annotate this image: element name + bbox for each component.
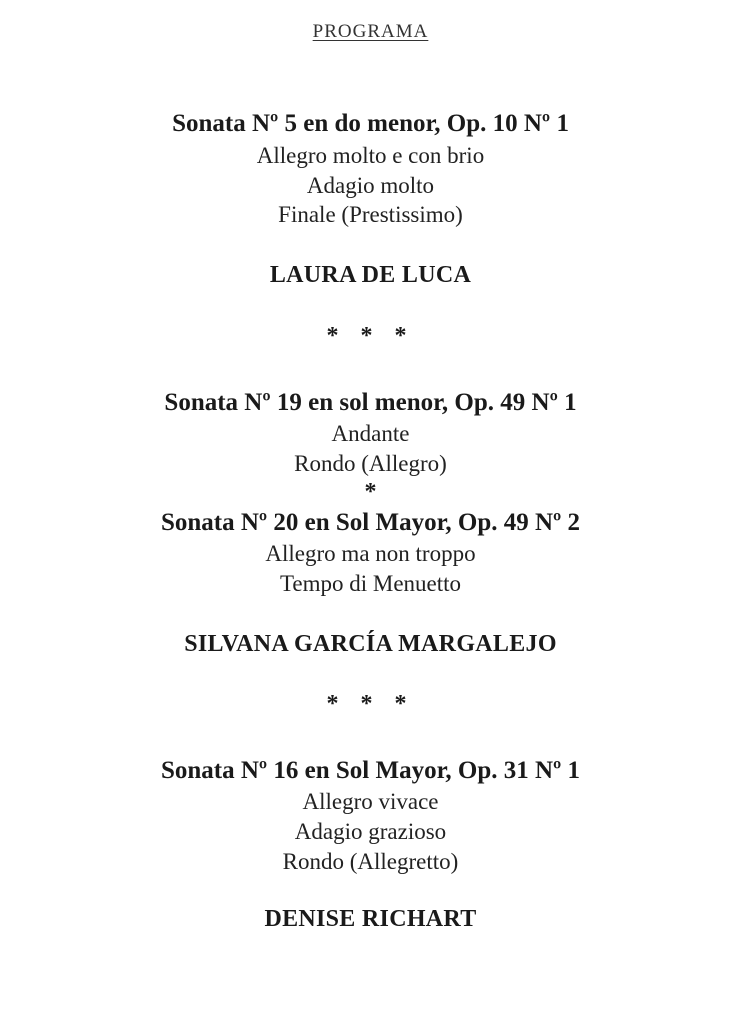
movement-item: Allegro ma non troppo [265,541,476,566]
movement-item: Finale (Prestissimo) [278,202,463,227]
movement-item: Allegro vivace [302,789,439,814]
work-sonata-5: Sonata Nº 5 en do menor, Op. 10 Nº 1 [172,110,569,137]
section-separator: * * * [326,691,415,717]
movement-item: Tempo di Menuetto [279,571,462,596]
work-sonata-20: Sonata Nº 20 en Sol Mayor, Op. 49 Nº 2 [160,509,581,536]
work-sonata-16: Sonata Nº 16 en Sol Mayor, Op. 31 Nº 1 [160,757,581,784]
movement-item: Rondo (Allegro) [294,451,447,476]
work-sonata-19: Sonata Nº 19 en sol menor, Op. 49 Nº 1 [164,389,577,416]
program-title: PROGRAMA [312,21,429,42]
movement-item: Andante [331,421,410,446]
inner-separator: * [364,479,377,505]
movement-item: Adagio molto [306,173,435,198]
movement-item: Allegro molto e con brio [256,143,485,168]
performer-name: LAURA DE LUCA [269,262,472,288]
performer-name: DENISE RICHART [264,906,477,932]
movement-item: Adagio grazioso [294,819,447,844]
performer-name: SILVANA GARCÍA MARGALEJO [184,631,557,657]
movement-item: Rondo (Allegretto) [282,849,459,874]
section-separator: * * * [326,323,415,349]
